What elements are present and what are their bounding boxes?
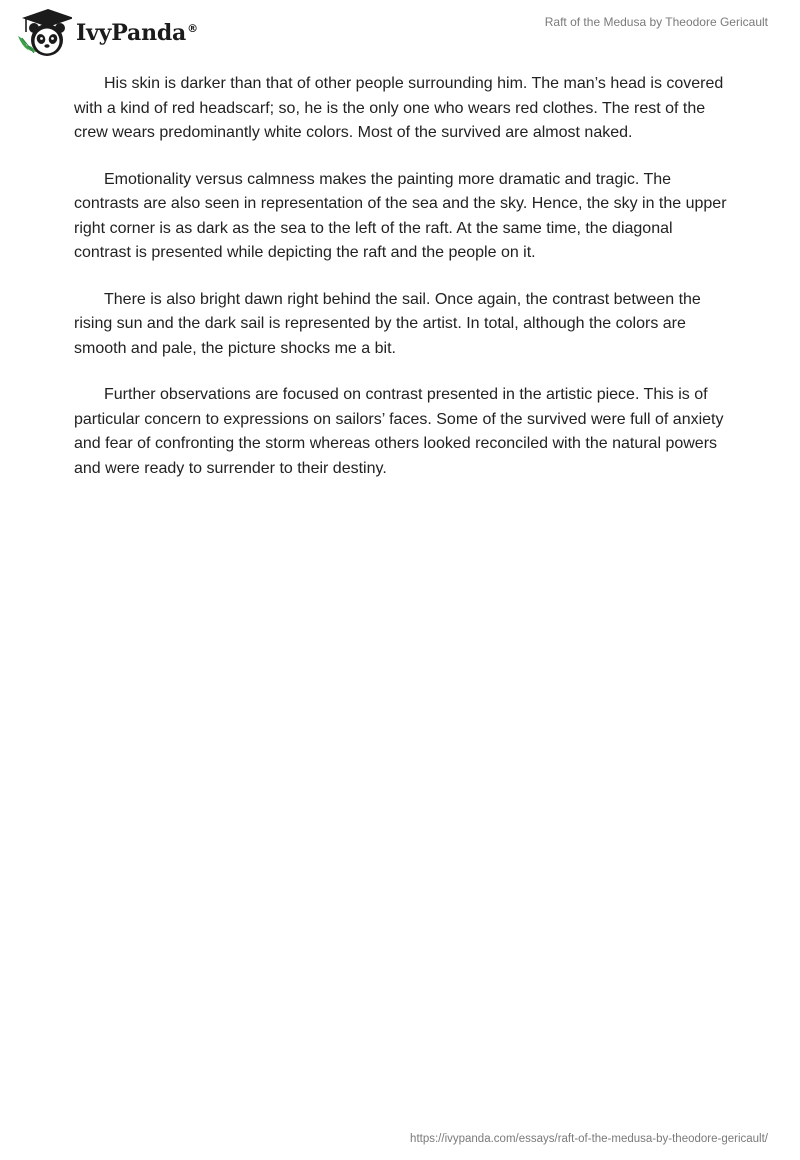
document-title: Raft of the Medusa by Theodore Gericault: [544, 15, 768, 29]
paragraph: Further observations are focused on contrast presented in the artistic piece. This is of particular concern to expressions on sailors’ faces. Some of the survived were full of anxiety and fear of confronting the storm whereas others looked reconciled with the natural powers and were ready to surrender to their destiny.: [74, 386, 724, 477]
logo-text: IvyPanda®: [76, 20, 198, 46]
registered-mark: ®: [187, 21, 198, 35]
essay-body: [74, 72, 728, 503]
panda-graduation-cap-icon: [14, 6, 72, 60]
paragraph: There is also bright dawn right behind the sail. Once again, the contrast between the rising sun and the dark sail is represented by the artist. In total, although the colors are smooth and pale, the picture shocks me a bit.: [74, 290, 701, 357]
ivypanda-logo[interactable]: [14, 6, 198, 60]
paragraph: Emotionality versus calmness makes the painting more dramatic and tragic. The contrasts are also seen in representation of the sea and the sky. Hence, the sky in the upper right corner is as dark as the sea to the left of the raft. At the same time, the diagonal contrast is presented while depicting the raft and the people on it.: [74, 170, 727, 261]
page-header: [0, 0, 800, 70]
source-url-link[interactable]: https://ivypanda.com/essays/raft-of-the-medusa-by-theodore-gericault/: [410, 1133, 768, 1145]
paragraph: His skin is darker than that of other people surrounding him. The man’s head is covered with a kind of red headscarf; so, he is the only one who wears red clothes. The rest of the crew wears predominantly white colors. Most of the survived are almost naked.: [74, 75, 724, 141]
